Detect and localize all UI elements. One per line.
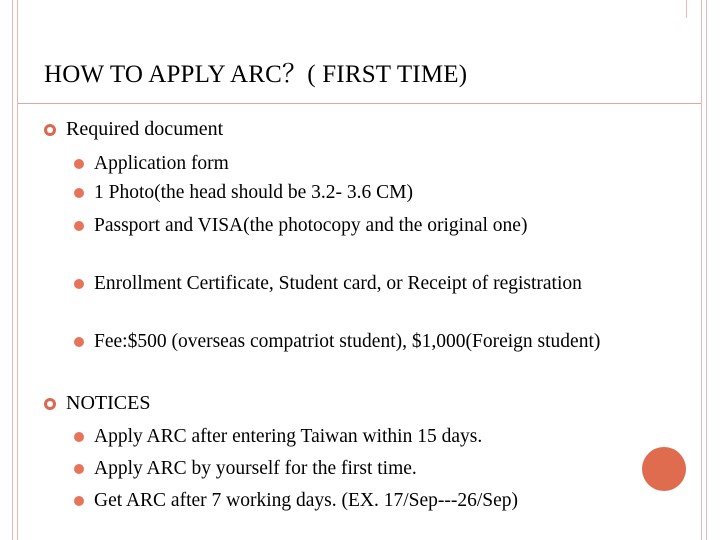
bullet-dot-icon — [74, 279, 84, 289]
bullet-dot-icon — [74, 188, 84, 198]
bullet-dot-icon — [74, 337, 84, 347]
bullet-dot-icon — [74, 432, 84, 442]
frame-line-left-outer — [12, 0, 13, 540]
bullet-dot-icon — [74, 496, 84, 506]
list-item-text: Get ARC after 7 working days. (EX. 17/Sep---26/Sep) — [94, 490, 519, 511]
frame-line-right-outer — [706, 0, 707, 540]
list-item — [74, 269, 594, 298]
list-item-text: Apply ARC by yourself for the first time. — [94, 458, 417, 479]
title-divider — [18, 103, 701, 104]
list-item-text: Enrollment Certificate, Student card, or Receipt of registration — [94, 273, 582, 294]
section-heading-text: NOTICES — [66, 392, 151, 414]
bullet-dot-icon — [74, 221, 84, 231]
section-bullet-icon — [44, 398, 56, 410]
list-item — [74, 486, 654, 515]
list-item — [74, 327, 634, 356]
frame-line-right-inner — [701, 0, 702, 540]
list-item — [74, 211, 594, 240]
section-heading-text: Required document — [66, 118, 224, 140]
section-bullet-icon — [44, 124, 56, 136]
list-item-text: Apply ARC after entering Taiwan within 15 days. — [94, 426, 483, 447]
bullet-dot-icon — [74, 464, 84, 474]
decorative-circle — [642, 447, 686, 491]
list-item-text: Passport and VISA(the photocopy and the original one) — [94, 215, 528, 236]
corner-mark — [686, 0, 687, 18]
bullet-dot-icon — [74, 159, 84, 169]
list-item — [74, 454, 654, 483]
list-item-text: 1 Photo(the head should be 3.2- 3.6 CM) — [94, 182, 414, 203]
slide-title: HOW TO APPLY ARC？( FIRST TIME) — [44, 61, 468, 88]
list-item — [74, 149, 634, 178]
list-item-text: Fee:$500 (overseas compatriot student), $1,000(Foreign student) — [94, 331, 601, 352]
frame-line-left-inner — [17, 0, 18, 540]
list-item — [74, 178, 634, 207]
list-item — [74, 422, 654, 451]
list-item-text: Application form — [94, 153, 229, 174]
